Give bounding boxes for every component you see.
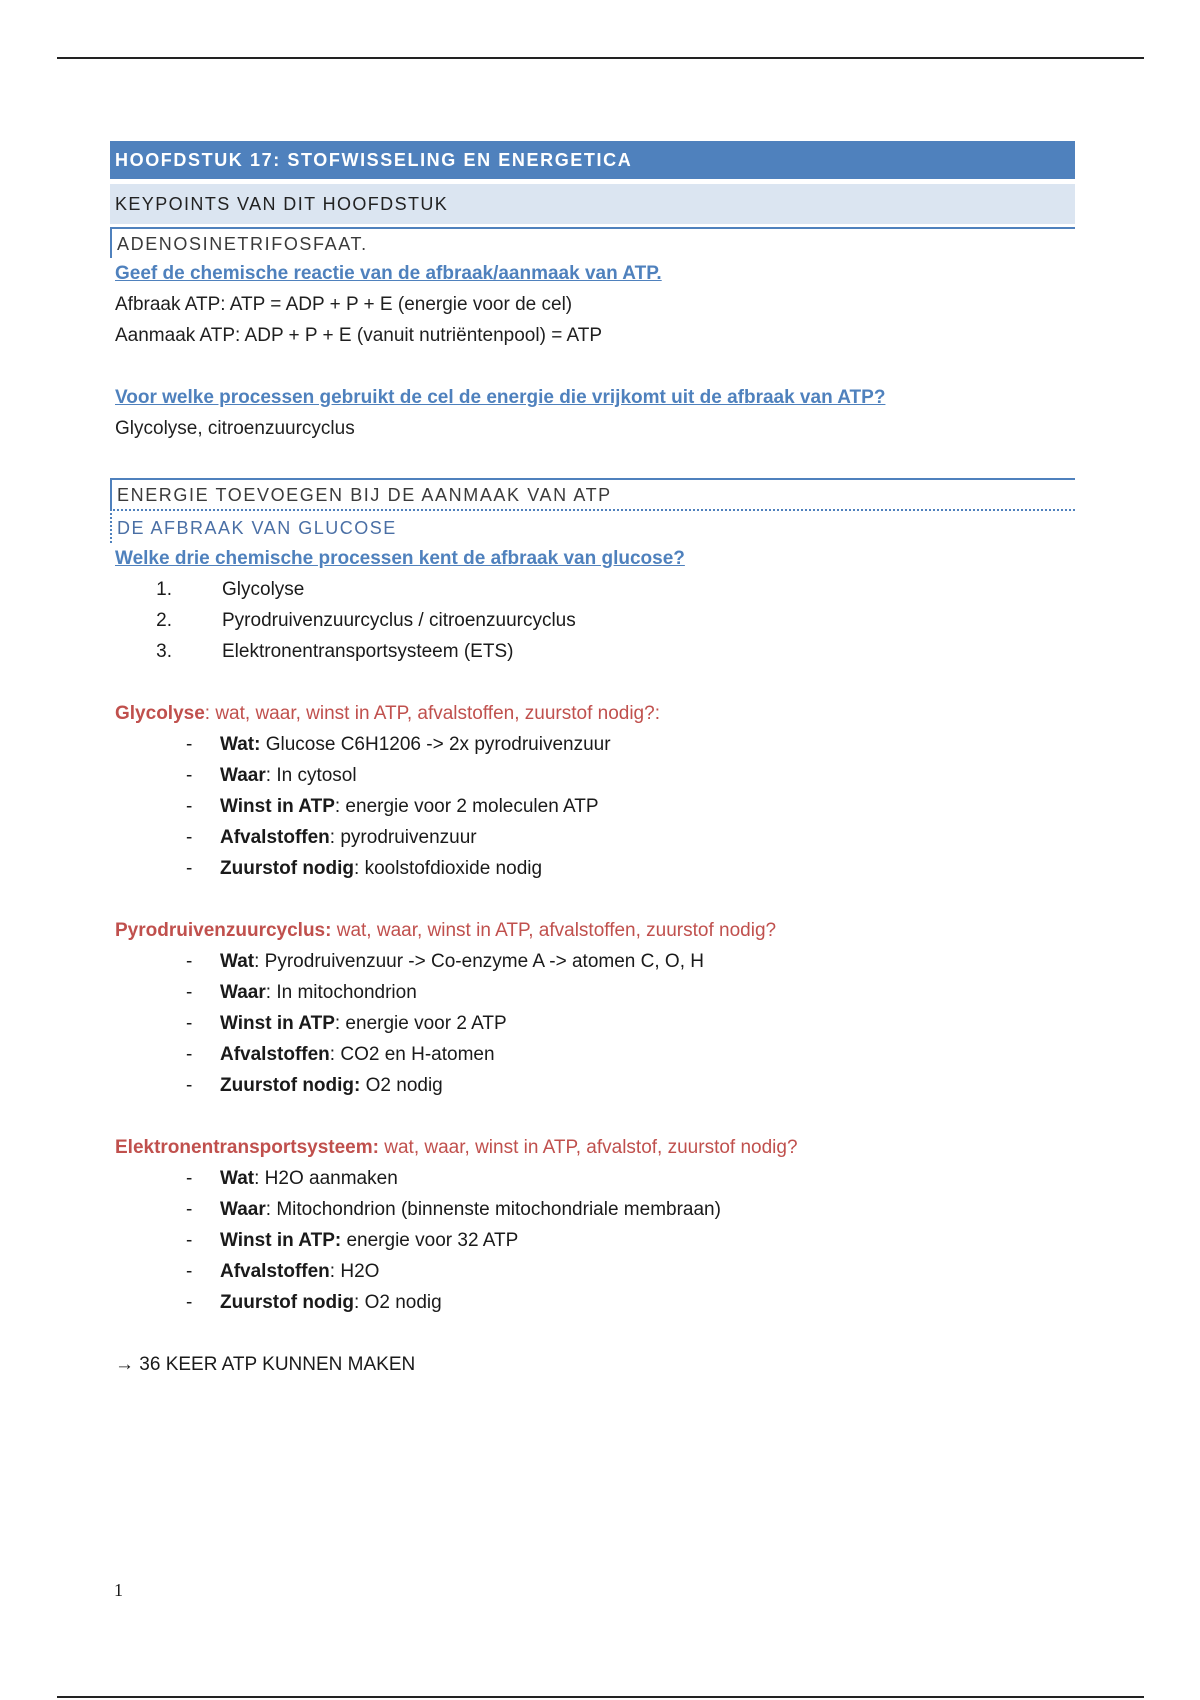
answer-processes: Glycolyse, citroenzuurcyclus [115, 418, 355, 439]
list-item: - Afvalstoffen: H2O [186, 1261, 380, 1282]
numbered-list [110, 574, 1075, 667]
list-item: - Afvalstoffen: pyrodruivenzuur [186, 827, 477, 848]
glycolyse-list [110, 729, 1075, 884]
document-body [110, 141, 1075, 1380]
list-item: - Winst in ATP: energie voor 2 moleculen ATP [186, 796, 599, 817]
list-item: - Wat: H2O aanmaken [186, 1168, 398, 1189]
question-atp-reaction: Geef de chemische reactie van de afbraak/aanmaak van ATP. [115, 263, 662, 284]
header-rule [57, 57, 1144, 59]
list-item: 2. Pyrodruivenzuurcyclus / citroenzuurcyclus [156, 610, 576, 631]
list-item: - Waar: Mitochondrion (binnenste mitochondriale membraan) [186, 1199, 721, 1220]
list-item: - Zuurstof nodig: O2 nodig [186, 1075, 443, 1096]
answer-afbraak: Afbraak ATP: ATP = ADP + P + E (energie voor de cel) [115, 294, 573, 315]
list-item: - Zuurstof nodig: koolstofdioxide nodig [186, 858, 543, 879]
keypoints-heading: KEYPOINTS VAN DIT HOOFDSTUK [110, 184, 1075, 224]
page-number: 1 [114, 1580, 123, 1600]
conclusion: → 36 KEER ATP KUNNEN MAKEN [115, 1354, 416, 1375]
list-item: - Afvalstoffen: CO2 en H-atomen [186, 1044, 495, 1065]
arrow-icon: → [115, 1354, 134, 1375]
ets-heading: Elektronentransportsysteem: wat, waar, winst in ATP, afvalstof, zuurstof nodig? [115, 1137, 798, 1158]
subheading-glucose: DE AFBRAAK VAN GLUCOSE [110, 509, 1075, 543]
pyro-heading: Pyrodruivenzuurcyclus: wat, waar, winst in ATP, afvalstoffen, zuurstof nodig? [115, 920, 777, 941]
list-item: - Waar: In mitochondrion [186, 982, 417, 1003]
glycolyse-heading: Glycolyse: wat, waar, winst in ATP, afvalstoffen, zuurstof nodig?: [115, 703, 660, 724]
answer-aanmaak: Aanmaak ATP: ADP + P + E (vanuit nutriëntenpool) = ATP [115, 325, 603, 346]
list-item: - Wat: Pyrodruivenzuur -> Co-enzyme A -> atomen C, O, H [186, 951, 704, 972]
list-item: - Winst in ATP: energie voor 2 ATP [186, 1013, 507, 1034]
list-item: - Wat: Glucose C6H1206 -> 2x pyrodruivenzuur [186, 734, 611, 755]
list-item: - Winst in ATP: energie voor 32 ATP [186, 1230, 519, 1251]
footer-rule [57, 1696, 1144, 1698]
list-item: - Zuurstof nodig: O2 nodig [186, 1292, 442, 1313]
question-atp-processes: Voor welke processen gebruikt de cel de energie die vrijkomt uit de afbraak van ATP? [115, 387, 886, 408]
ets-list [110, 1163, 1075, 1318]
chapter-title: HOOFDSTUK 17: STOFWISSELING EN ENERGETICA [110, 141, 1075, 179]
question-glucose-processes: Welke drie chemische processen kent de afbraak van glucose? [115, 548, 685, 569]
section-heading-atp: ADENOSINETRIFOSFAAT. [110, 227, 1075, 258]
section-heading-energy: ENERGIE TOEVOEGEN BIJ DE AANMAAK VAN ATP [110, 478, 1075, 509]
list-item: - Waar: In cytosol [186, 765, 357, 786]
list-item: 3. Elektronentransportsysteem (ETS) [156, 641, 514, 662]
pyro-list [110, 946, 1075, 1101]
list-item: 1. Glycolyse [156, 579, 305, 600]
